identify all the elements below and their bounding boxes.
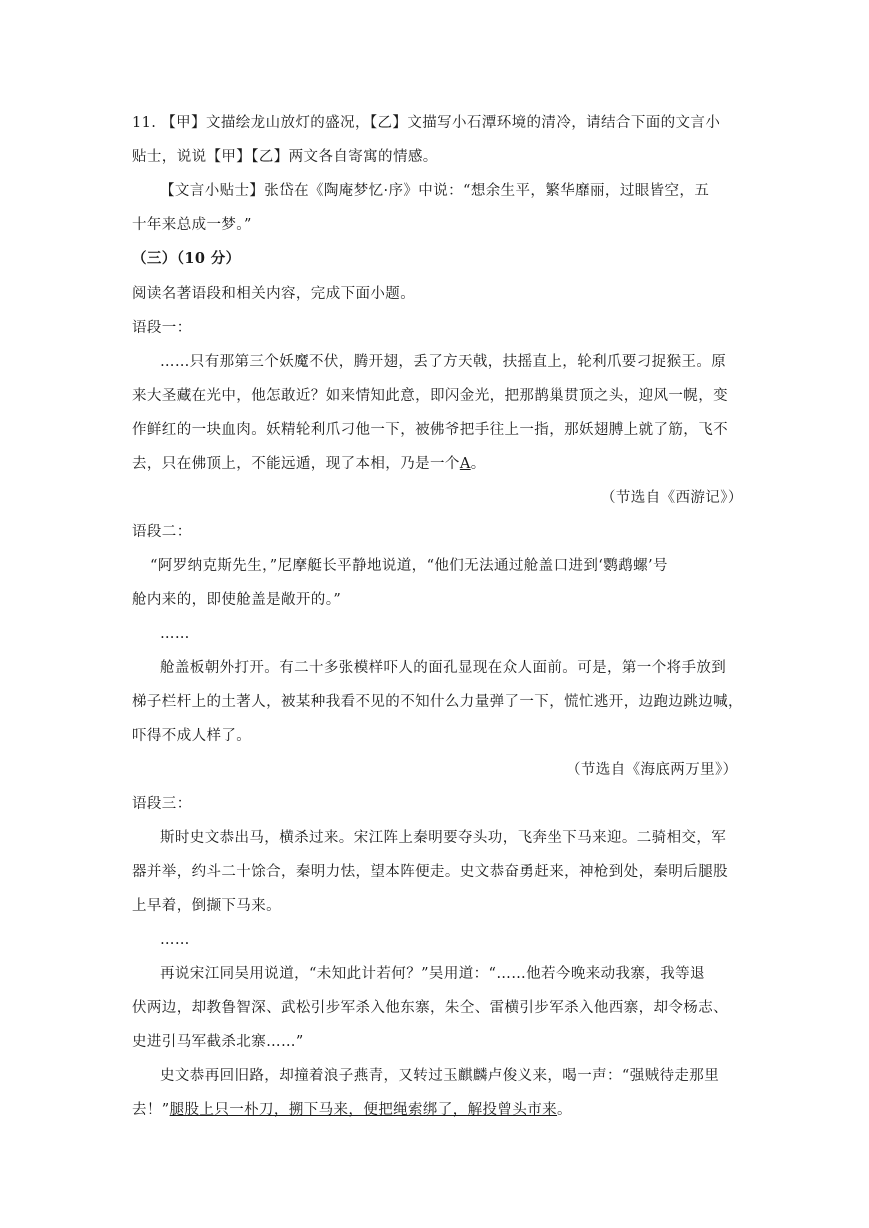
passage-3-line-5: 伏两边，却教鲁智深、武松引步军杀入他东寨，朱仝、雷横引步军杀入他西寨，却令杨志、 <box>132 1000 728 1016</box>
passage-2-label: 语段二： <box>132 524 192 540</box>
passage-3-line-7: 史文恭再回旧路，却撞着浪子燕青，又转过玉麒麟卢俊义来，喝一声：“强贼待走那里 <box>160 1068 720 1084</box>
q11-line-1: 11. 【甲】文描绘龙山放灯的盛况，【乙】文描写小石潭环境的清冷，请结合下面的文言小 <box>132 115 721 131</box>
passage-3-label: 语段三： <box>132 796 192 812</box>
section-heading: （三）（10 分） <box>132 250 241 267</box>
passage-3-line-8-start: 去！” <box>132 1102 170 1118</box>
underlined-sentence: 腿股上只一朴刀，搠下马来，便把绳索绑了，解投曾头市来 <box>169 1102 558 1118</box>
passage-3-line-8 <box>132 1100 572 1120</box>
passage-3-line-1: 斯时史文恭出马，横杀过来。宋江阵上秦明要夺头功，飞奔坐下马来迎。二骑相交，军 <box>160 830 727 846</box>
passage-3-line-3: 上早着，倒撷下马来。 <box>132 898 281 914</box>
passage-1-line-4-end: 。 <box>470 456 486 472</box>
q11-tip-line-2: 十年来总成一梦。” <box>132 217 252 233</box>
passage-3-ellipsis: …… <box>160 932 190 948</box>
passage-1-line-2: 来大圣藏在光中，他怎敢近？如来情知此意，即闪金光，把那鹊巢贯顶之头，迎风一幌，变 <box>132 388 728 404</box>
section-instruction: 阅读名著语段和相关内容，完成下面小题。 <box>132 286 416 302</box>
q11-tip-line-1: 【文言小贴士】张岱在《陶庵梦忆·序》中说：“想余生平，繁华靡丽，过眼皆空，五 <box>160 183 710 199</box>
passage-1-label: 语段一： <box>132 320 192 336</box>
passage-2-line-4: 梯子栏杆上的土著人，被某种我看不见的不知什么力量弹了一下，慌忙逃开，边跑边跳边喊， <box>132 694 743 710</box>
passage-2-line-2: 舱内来的，即使舱盖是敞开的。” <box>132 592 342 608</box>
passage-3-line-4: 再说宋江同吴用说道，“未知此计若何？”吴用道：“……他若今晚来动我寨，我等退 <box>160 966 705 982</box>
passage-2-ellipsis: …… <box>160 626 190 642</box>
q11-line-2: 贴士，说说【甲】【乙】两文各自寄寓的情感。 <box>132 149 438 165</box>
passage-3-line-8-end: 。 <box>557 1102 572 1118</box>
passage-3-line-6: 史进引马军截杀北寨……” <box>132 1034 304 1050</box>
passage-1-line-1: ……只有那第三个妖魔不伏，腾开翅，丢了方天戟，扶摇直上，轮利爪要刁捉猴王。原 <box>160 354 727 370</box>
passage-1-line-4 <box>132 454 486 474</box>
passage-2-line-5: 吓得不成人样了。 <box>132 728 252 744</box>
passage-1-line-4-text: 去，只在佛顶上，不能远遁，现了本相，乃是一个 <box>132 456 460 472</box>
passage-2-line-3: 舱盖板朝外打开。有二十多张模样吓人的面孔显现在众人面前。可是，第一个将手放到 <box>160 660 727 676</box>
passage-2-line-1: “阿罗纳克斯先生，”尼摩艇长平静地说道，“他们无法通过舱盖口进到‘鹦鹉螺’号 <box>150 558 668 574</box>
passage-3-line-2: 器并举，约斗二十馀合，秦明力怯，望本阵便走。史文恭奋勇赶来，神枪到处，秦明后腿股 <box>132 864 728 880</box>
answer-blank-a: A <box>459 456 471 472</box>
passage-1-line-3: 作鲜红的一块血肉。妖精轮利爪刁他一下，被佛爷把手往上一指，那妖翅膊上就了筋，飞不 <box>132 422 728 438</box>
passage-1-source: （节选自《西游记》） <box>601 490 743 506</box>
passage-2-source: （节选自《海底两万里》） <box>566 762 738 778</box>
